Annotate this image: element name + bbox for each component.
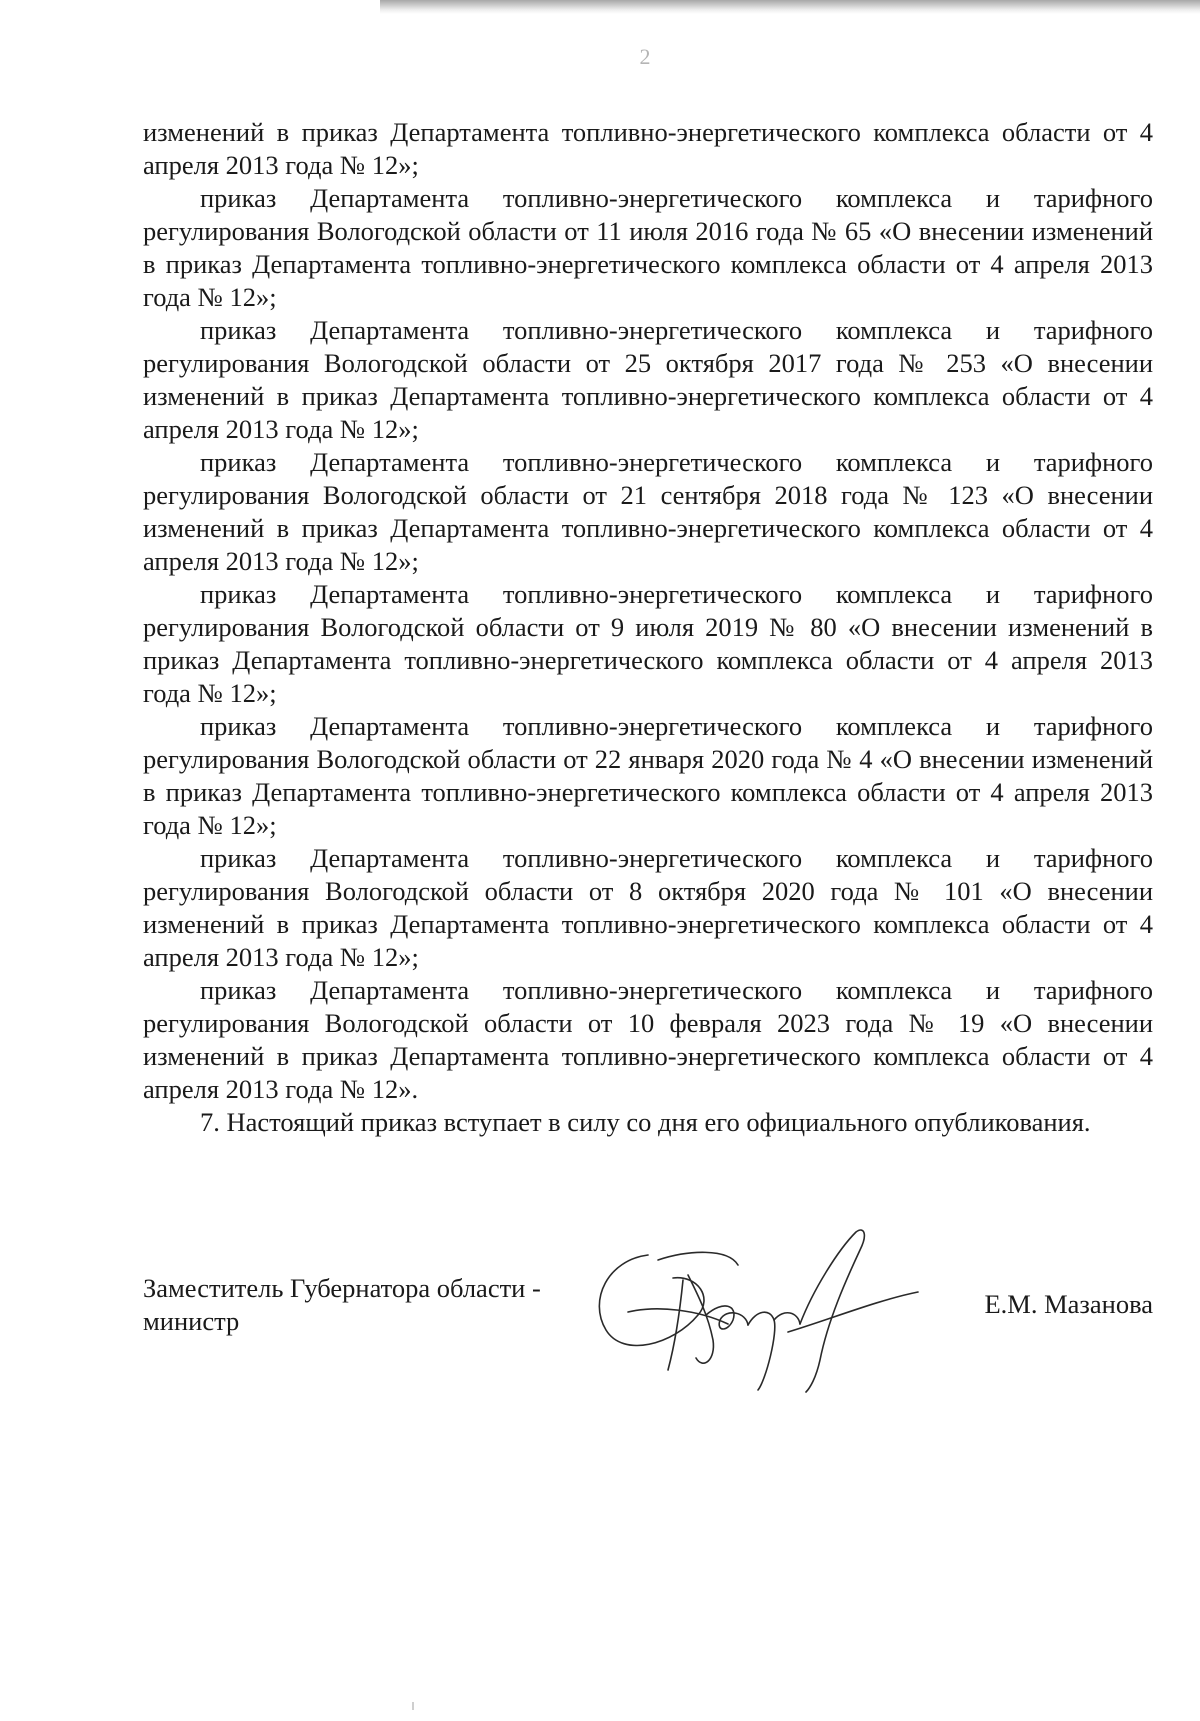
paragraph: приказ Департамента топливно-энергетического комплекса и тарифного регулирования Вологодской области от 8 октября 2020 года № 101 «О внесении изменений в приказ Департамента топливно-энергетического комплекса области от 4 апреля 2013 года № 12»;: [143, 843, 1153, 972]
paragraph: приказ Департамента топливно-энергетического комплекса и тарифного регулирования Вологодской области от 22 января 2020 года № 4 «О внесении изменений в приказ Департамента топливно-энергетического комплекса области от 4 апреля 2013 года № 12»;: [143, 711, 1153, 840]
paragraph: приказ Департамента топливно-энергетического комплекса и тарифного регулирования Вологодской области от 11 июля 2016 года № 65 «О внесении изменений в приказ Департамента топливно-энергетического комплекса области от 4 апреля 2013 года № 12»;: [143, 183, 1153, 312]
signatory-name: Е.М. Мазанова: [984, 1289, 1153, 1319]
page-number: 2: [639, 44, 651, 69]
paragraph: приказ Департамента топливно-энергетического комплекса и тарифного регулирования Вологодской области от 9 июля 2019 № 80 «О внесении изменений в приказ Департамента топливно-энергетического комплекса области от 4 апреля 2013 года № 12»;: [143, 579, 1153, 708]
signatory-title-line: Заместитель Губернатора области -: [143, 1273, 541, 1303]
signatory-title-line: министр: [143, 1306, 240, 1336]
signatory-title: [143, 1272, 613, 1338]
scan-artifact: [412, 1702, 414, 1710]
paragraph-final-clause: 7. Настоящий приказ вступает в силу со дня его официального опубликования.: [200, 1107, 1091, 1137]
scan-edge-shadow: [380, 0, 1200, 14]
paragraph: приказ Департамента топливно-энергетического комплекса и тарифного регулирования Вологодской области от 21 сентября 2018 года № 123 «О внесении изменений в приказ Департамента топливно-энергетического комплекса области от 4 апреля 2013 года № 12»;: [143, 447, 1153, 576]
document-body: [143, 116, 1153, 1139]
handwritten-signature-icon: [588, 1220, 928, 1400]
paragraph: изменений в приказ Департамента топливно-энергетического комплекса области от 4 апреля 2013 года № 12»;: [143, 117, 1153, 180]
paragraph: приказ Департамента топливно-энергетического комплекса и тарифного регулирования Вологодской области от 25 октября 2017 года № 253 «О внесении изменений в приказ Департамента топливно-энергетического комплекса области от 4 апреля 2013 года № 12»;: [143, 315, 1153, 444]
paragraph: приказ Департамента топливно-энергетического комплекса и тарифного регулирования Вологодской области от 10 февраля 2023 года № 19 «О внесении изменений в приказ Департамента топливно-энергетического комплекса области от 4 апреля 2013 года № 12».: [143, 975, 1153, 1104]
